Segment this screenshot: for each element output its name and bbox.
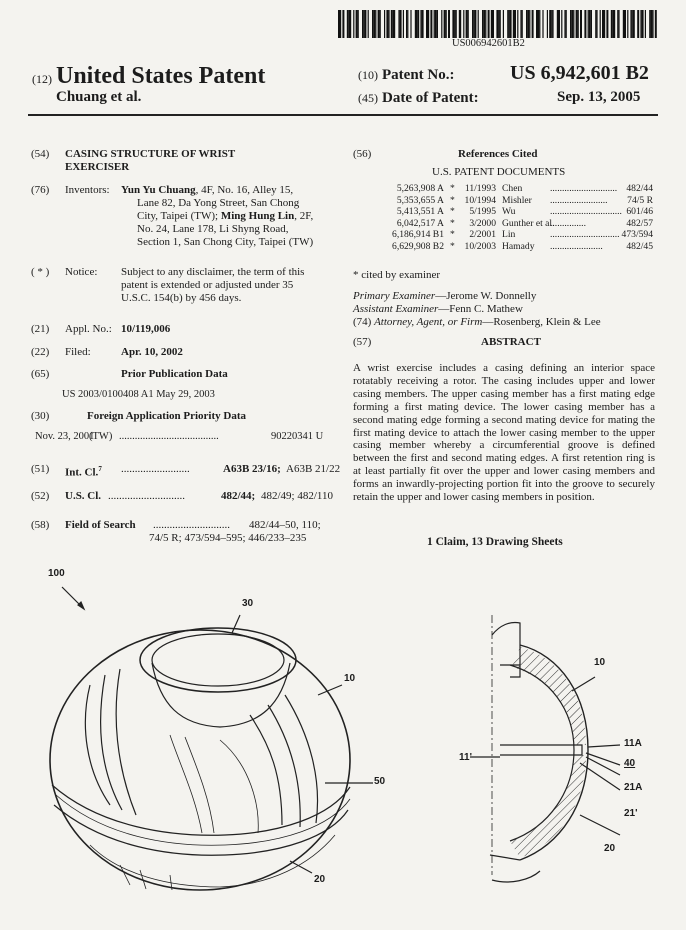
us-patent-documents: U.S. PATENT DOCUMENTS [432, 166, 566, 178]
reference-row [380, 195, 653, 206]
ref-label-10: 10 [344, 673, 356, 684]
date-of-patent: Sep. 13, 2005 [557, 89, 641, 105]
reference-name: Hamady [502, 240, 535, 252]
reference-no: 6,042,517 A [396, 217, 444, 229]
prior-publication: US 2003/0100408 A1 May 29, 2003 [62, 389, 215, 400]
ref-label-21-prime: 21' [624, 808, 638, 819]
reference-cls: 482/44 [626, 183, 653, 194]
reference-star: * [450, 183, 455, 194]
reference-no: 6,186,914 B1 [392, 229, 444, 240]
reference-name: Chen [502, 183, 523, 194]
ref-label-11-prime: 11' [459, 752, 472, 763]
reference-date: 3/2000 [469, 217, 496, 229]
reference-dots: ............................ [550, 183, 618, 194]
reference-cls: 473/594 [621, 229, 653, 240]
ref-label-21a: 21A [624, 782, 643, 793]
reference-star: * [450, 229, 455, 240]
cross-section-drawing [470, 605, 610, 895]
reference-no: 6,629,908 B2 [392, 240, 444, 252]
ref-label-40: 40 [624, 758, 636, 769]
reference-dots: ...................... [550, 240, 603, 252]
reference-date: 10/1994 [464, 194, 496, 206]
patent-type-heading: (12) United States Patent [32, 63, 266, 89]
ref-label-20: 20 [314, 874, 326, 885]
inventors-short: Chuang et al. [56, 89, 142, 105]
reference-no: 5,263,908 A [396, 183, 444, 194]
reference-date: 5/1995 [469, 206, 496, 217]
barcode [338, 10, 656, 38]
reference-dots: ............... [550, 217, 586, 229]
reference-dots: .............................. [550, 206, 622, 217]
reference-name: Gunther et al. [502, 217, 555, 229]
reference-cls: 601/46 [626, 206, 653, 217]
reference-row [380, 229, 653, 240]
assistant-examiner: Assistant Examiner—Fenn C. Mathew [353, 303, 523, 315]
wrist-exerciser-drawing [20, 565, 400, 915]
reference-name: Mishler [502, 194, 532, 206]
date-row: (45) Date of Patent: [358, 90, 479, 106]
attorney: (74) Attorney, Agent, or Firm—Rosenberg, Klein & Lee [353, 316, 601, 328]
reference-date: 10/2003 [464, 240, 496, 252]
reference-date: 2/2001 [469, 229, 496, 240]
reference-row [380, 218, 653, 229]
reference-cls: 482/57 [626, 217, 653, 229]
reference-no: 5,353,655 A [396, 194, 444, 206]
ref-label-20-section: 20 [604, 843, 616, 854]
barcode-number: US006942601B2 [452, 38, 525, 49]
reference-date: 11/1993 [464, 183, 496, 194]
ref-label-100: 100 [48, 568, 65, 579]
inventor-line: City, Taipei (TW); Ming Hung Lin, 2F, [137, 210, 314, 222]
header-rule [28, 114, 658, 116]
reference-row [380, 241, 653, 252]
patent-number-row: (10) Patent No.: [358, 67, 455, 83]
ref-label-50: 50 [374, 776, 386, 787]
reference-cls: 74/5 R [627, 194, 653, 206]
primary-examiner: Primary Examiner—Jerome W. Donnelly [353, 290, 537, 302]
claims-summary: 1 Claim, 13 Drawing Sheets [427, 536, 563, 548]
reference-star: * [450, 206, 455, 217]
ref-label-30: 30 [242, 598, 254, 609]
inventor-line: Yun Yu Chuang, 4F, No. 16, Alley 15, [121, 184, 294, 196]
reference-name: Wu [502, 206, 516, 217]
reference-star: * [450, 194, 455, 206]
reference-row [380, 206, 653, 217]
priority-data-row: Nov. 23, 2001 (TW) ...................................... 90220341 U [35, 431, 324, 442]
reference-name: Lin [502, 229, 516, 240]
reference-star: * [450, 217, 455, 229]
reference-no: 5,413,551 A [396, 206, 444, 217]
reference-dots: ........................ [550, 194, 608, 206]
cited-by-examiner: * cited by examiner [353, 269, 441, 281]
reference-row [380, 183, 653, 194]
reference-star: * [450, 240, 455, 252]
reference-dots: ............................. [550, 229, 620, 240]
ref-label-11a: 11A [624, 738, 642, 749]
patent-number: US 6,942,601 B2 [510, 62, 649, 84]
reference-cls: 482/45 [626, 240, 653, 252]
abstract-text: A wrist exercise includes a casing defining an interior space rotatably receiving a rotor. The casing includes upper and lower casing members. The upper casing member has a first mating edge forming a first mating device. The lower casing member has a second mating edge forming a second mating device for mating the first mating device to attach the lower casing member to the upper casing member whereby a circumferential groove is defined between the first and second mating edges. A first retention ring is at least partially fit over the upper and lower casing members and forms an inwardly-projecting portion fit into the groove to securely retain the upper and lower casing members in position. [353, 362, 655, 504]
ref-label-10-section: 10 [594, 657, 606, 668]
